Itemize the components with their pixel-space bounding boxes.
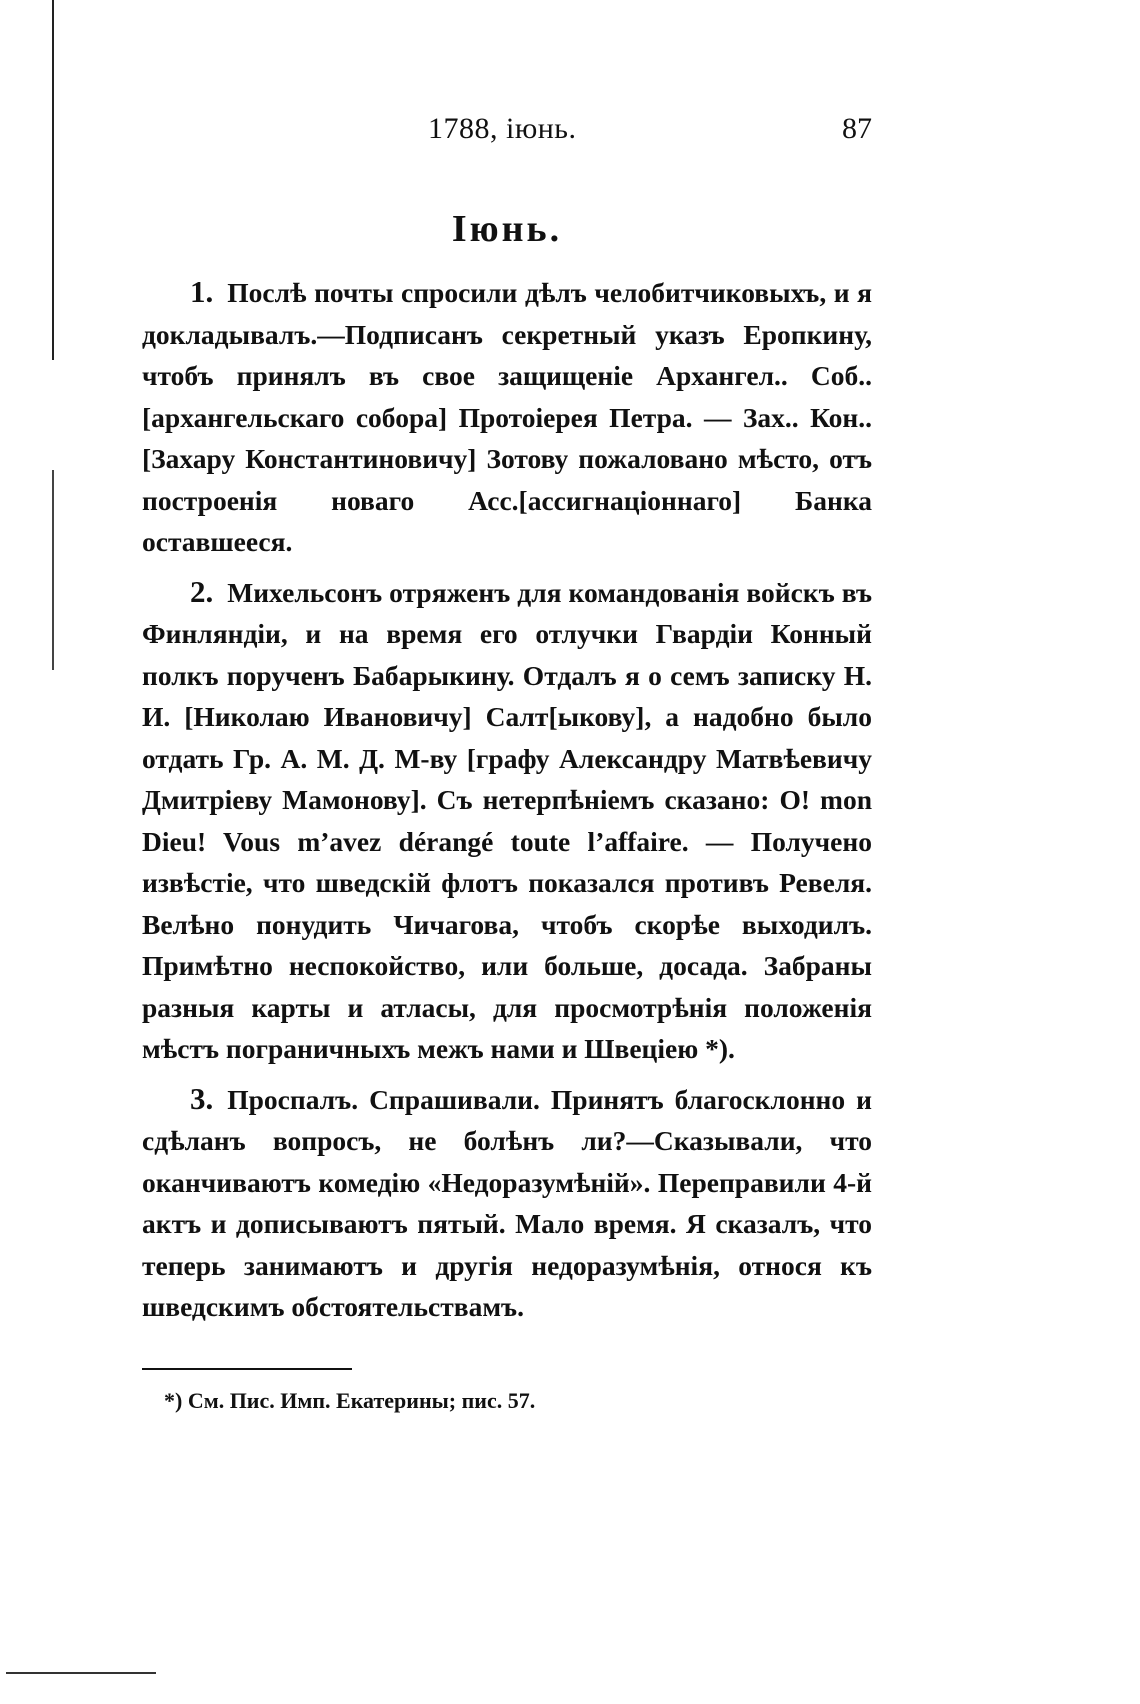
section-title: Іюнь.	[451, 208, 563, 250]
entry-text: Послѣ почты спросили дѣлъ челобитчиковыхъ, и я докладывалъ.—Подписанъ секретный указъ Еропкину, чтобъ принялъ въ свое защищеніе Архангел.. Соб.. [архангельскаго собора] Протоіерея Петра. — Зах.. Кон.. [Захару Константиновичу] Зотову пожаловано мѣсто, отъ построенія новаго Асс.[ассигнаціоннаго] Банка оставшееся.	[142, 277, 872, 557]
diary-entry-3	[142, 1078, 872, 1328]
diary-entry-2	[142, 571, 872, 1070]
page-number: 87	[842, 112, 872, 145]
footnote: *) См. Пис. Имп. Екатерины; пис. 57.	[164, 1387, 536, 1413]
diary-entry-1	[142, 271, 872, 563]
entry-number: 3.	[190, 1080, 214, 1116]
scan-edge-mark	[6, 1672, 156, 1674]
page-binding-edge	[52, 0, 54, 360]
entry-number: 1.	[190, 274, 214, 309]
running-head-title: 1788, іюнь.	[428, 112, 577, 145]
page-binding-edge-lower	[52, 470, 54, 670]
entry-text: Проспалъ. Спрашивали. Принятъ благосклонно и сдѣланъ вопросъ, не болѣнъ ли?—Сказывали, что оканчиваютъ комедію «Недоразумѣній». Переправили 4-й актъ и дописываютъ пятый. Мало время. Я сказалъ, что теперь занимаютъ и другія недоразумѣнія, относя къ шведскимъ обстоятельствамъ.	[142, 1083, 872, 1322]
entry-number: 2.	[190, 573, 214, 609]
entry-text: Михельсонъ отряженъ для командованія войскъ въ Финляндіи, и на время его отлучки Гвардіи Конный полкъ порученъ Бабарыкину. Отдалъ я о семъ записку Н. И. [Николаю Ивановичу] Салт[ыкову], а надобно было отдать Гр. А. М. Д. М-ву [графу Александру Матвѣевичу Дмитріеву Мамонову]. Съ нетерпѣніемъ сказано: О! mon Dieu! Vous m’avez dérangé toute l’affaire. — Получено извѣстіе, что шведскій флотъ показался противъ Ревеля. Велѣно понудить Чичагова, чтобъ скорѣе выходилъ. Примѣтно неспокойство, или больше, досада. Забраны разныя карты и атласы, для просмотрѣнія положенія мѣстъ пограничныхъ межъ нами и Швецiею *).	[142, 576, 872, 1064]
book-page	[142, 112, 872, 1414]
footnote-divider	[142, 1368, 352, 1370]
running-head	[142, 112, 872, 152]
